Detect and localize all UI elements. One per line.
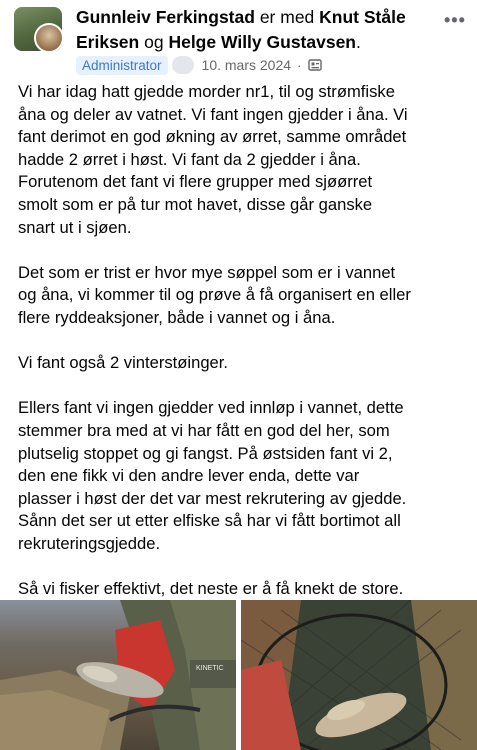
group-avatar[interactable] — [14, 7, 62, 51]
author-name[interactable]: Gunnleiv Ferkingstad — [76, 7, 255, 27]
post-paragraph: Ellers fant vi ingen gjedder ved innløp i vannet, dette stemmer bra med at vi har fått en god del her, som plutselig stoppet og gi fangst. På østsiden fant vi 2, den ene fikk vi den andre lever enda, dette var plasser i høst der det var mest rekrutering av gjedde. Sånn det ser ut etter elfiske så har vi fått bortimot all rekruteringsgjedde. — [18, 398, 407, 553]
badge-extra-icon — [172, 56, 194, 74]
post-header — [0, 0, 477, 80]
photo-2-illustration — [241, 600, 477, 750]
members-icon — [308, 58, 322, 72]
author-avatar[interactable] — [34, 23, 62, 51]
post-body — [18, 81, 468, 623]
tagged-user-2[interactable]: Helge Willy Gustavsen — [168, 32, 356, 52]
with-text: er med — [259, 7, 315, 27]
post-paragraph: Vi har idag hatt gjedde morder nr1, til og strømfiske åna og deler av vatnet. Vi fant ingen gjedder i åna. Vi fant derimot en god økning av ørret, samme området hadde 2 ørret i høst. Vi fant da 2 gjedder i åna. Forutenom det fant vi flere grupper med sjøørret smolt som er på tur mot havet, disse går ganske snart ut i sjøen. — [18, 82, 408, 237]
photo-1-logo: KINETIC — [196, 665, 224, 672]
title-end: . — [356, 32, 361, 52]
post-photo-2[interactable] — [241, 600, 477, 750]
meta-separator: · — [297, 57, 302, 73]
role-badge: Administrator — [76, 56, 168, 75]
post-date[interactable]: 10. mars 2024 — [201, 57, 292, 73]
post-paragraph: Vi fant også 2 vinterstøinger. — [18, 353, 228, 373]
and-text: og — [144, 32, 164, 52]
post-photo-1[interactable] — [0, 600, 236, 750]
post-paragraph: Så vi fisker effektivt, det neste er å få knekt de store. — [18, 579, 404, 599]
photo-1-illustration — [0, 600, 236, 750]
post-meta — [76, 54, 322, 76]
post-title-line — [76, 5, 436, 55]
post-paragraph: Det som er trist er hvor mye søppel som er i vannet og åna, vi kommer til og prøve å få organisert en eller flere ryddeaksjoner, både i vannet og i åna. — [18, 262, 411, 327]
tagged-user-1[interactable]: Knut Ståle Eriksen — [76, 7, 406, 52]
more-options-icon[interactable]: ••• — [444, 10, 466, 30]
